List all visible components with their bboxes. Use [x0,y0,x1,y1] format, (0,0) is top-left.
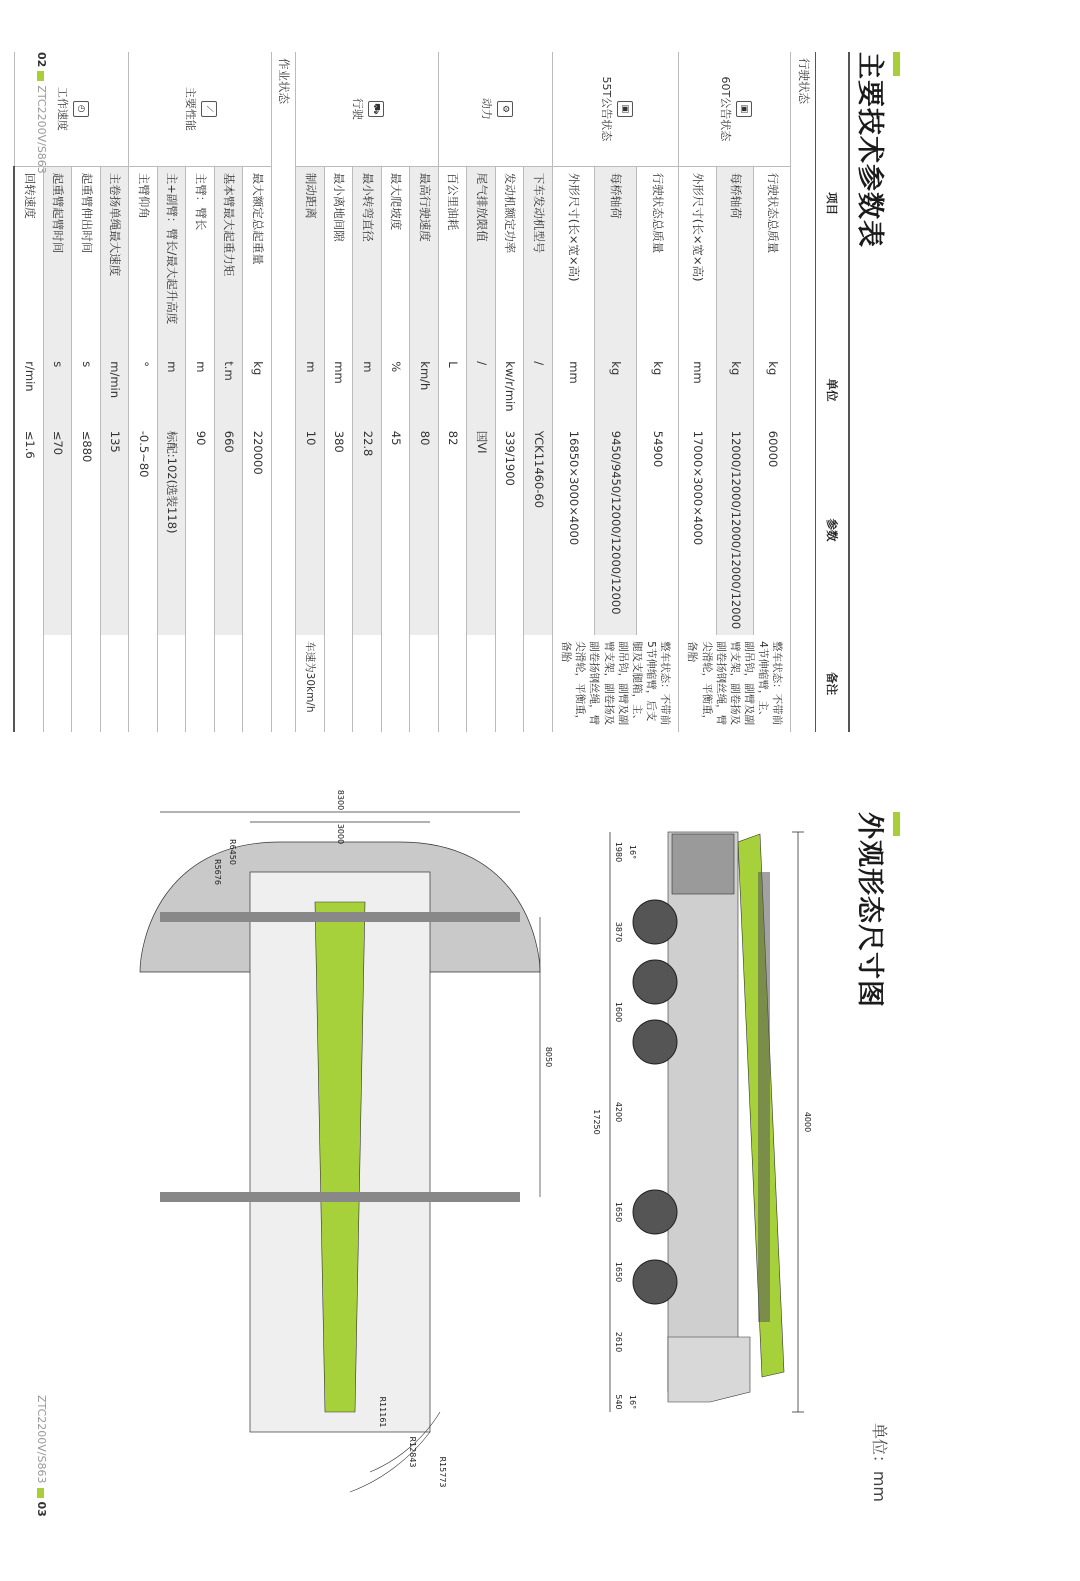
outrigger-beam [160,912,520,922]
table-row [754,52,791,732]
cell-item: 最小离地间隙 [324,166,353,355]
group-operation-state: 作业状态 [271,52,296,732]
table-row [410,52,439,732]
radius-label: R5676 [213,859,222,885]
cab [668,1337,750,1402]
engine-icon: ⚙ [497,101,513,117]
group-main-perf [129,52,272,166]
footer-accent [38,1488,45,1498]
radius-label: R15773 [438,1456,447,1488]
cell-value: 135 [100,425,129,635]
group-55t-label: 55T公告状态 [600,76,614,142]
dim-track-width: 3000 [336,823,345,845]
dim-outrigger-width: 8300 [336,789,345,811]
cell-remark [129,635,158,732]
angle-rear: 16° [628,1394,637,1410]
cell-remark [495,635,524,732]
cell-item: 发动机额定功率 [495,166,524,355]
group-60t [679,52,791,166]
table-row [100,52,129,732]
cell-value: 82 [438,425,467,635]
group-55t [552,52,678,166]
crane-icon: ⟋ [201,101,217,117]
wheel [633,1190,677,1234]
cell-value: 9450/9450/12000/12000/12000 [595,425,637,635]
counterweight [672,834,734,894]
truck-icon: ▣ [736,101,752,117]
header-remark: 备注 [816,635,850,732]
dim-segment: 1650 [614,1201,623,1223]
cell-remark [214,635,243,732]
group-travel-state: 行驶状态 [791,52,816,732]
cell-item: 最小转弯直径 [353,166,382,355]
cell-remark [157,635,186,732]
cell-unit: kg [716,355,753,424]
cell-unit: m [353,355,382,424]
cell-item: 尾气排放限值 [467,166,496,355]
radius-label: R11161 [378,1396,387,1428]
cell-unit: kg [754,355,791,424]
cell-item: 主卷扬单绳最大速度 [100,166,129,355]
cell-remark [100,635,129,732]
title-accent-bar [893,52,900,76]
outrigger-beam [160,1192,520,1202]
dim-segment: 2610 [614,1331,623,1353]
cell-remark: 车速为30km/h [296,635,325,732]
group-60t-label: 60T公告状态 [719,76,733,142]
cell-item: 最大额定总起重量 [243,166,272,355]
cell-remark [72,635,101,732]
cell-item: 主+副臂：臂长/最大起升高度 [157,166,186,355]
cell-value: 339/1900 [495,425,524,635]
group-driving [296,52,439,166]
header-value: 参数 [816,425,850,635]
cell-item: 最高行驶速度 [410,166,439,355]
cell-item: 制动距离 [296,166,325,355]
cell-remark [524,635,553,732]
group-work-speed [14,52,129,166]
cell-value: 54900 [637,425,679,635]
cell-item: 起重臂伸出时间 [72,166,101,355]
cell-unit: L [438,355,467,424]
cell-value: YCK11460-60 [524,425,553,635]
cell-value: 660 [214,425,243,635]
cell-value: 10 [296,425,325,635]
cell-remark [353,635,382,732]
cell-remark [324,635,353,732]
footer-right [35,1395,48,1517]
header-item: 项目 [816,52,850,355]
cell-item: 基本臂最大起重力矩 [214,166,243,355]
cell-item: 主臂仰角 [129,166,158,355]
cell-unit: r/min [14,355,43,424]
cell-unit: mm [552,355,594,424]
cell-remark [186,635,215,732]
cell-value: 17000×3000×4000 [679,425,716,635]
cell-item: 回转速度 [14,166,43,355]
cell-unit: / [467,355,496,424]
model-name: ZTC2200V/S863 [35,1395,48,1484]
group-row-travel [791,52,816,732]
cell-unit: kg [595,355,637,424]
cell-unit: ° [129,355,158,424]
cell-remark [14,635,43,732]
cell-item: 外形尺寸(长×宽×高) [679,166,716,355]
radius-label: R12843 [408,1436,417,1468]
cell-remark [43,635,72,732]
header-unit: 单位 [816,355,850,424]
cell-value: 22.8 [353,425,382,635]
speed-icon: ◴ [73,101,89,117]
group-work-speed-label: 工作速度 [55,86,69,131]
cell-value: 60000 [754,425,791,635]
cell-value: 标配:102(选装118) [157,425,186,635]
cell-remark [467,635,496,732]
cell-unit: m [186,355,215,424]
cell-item: 每桥轴荷 [595,166,637,355]
wheel [633,960,677,1004]
truck-icon: ▣ [617,101,633,117]
dimension-section [115,789,900,1502]
carrier-body [668,832,738,1392]
cell-unit: s [43,355,72,424]
footer-accent [38,71,45,81]
wheel [633,900,677,944]
spec-title: 主要技术参数表 [854,52,885,248]
wheel [633,1260,677,1304]
cell-value: 90 [186,425,215,635]
radius-label: R6450 [228,839,237,865]
footer-left [35,52,48,174]
cell-remark [381,635,410,732]
road-icon: ⛟ [368,101,384,117]
cell-item: 外形尺寸(长×宽×高) [552,166,594,355]
cell-value: -0.5~80 [129,425,158,635]
page-number: 02 [35,52,48,68]
cell-unit: % [381,355,410,424]
cell-value: 380 [324,425,353,635]
cell-value: 12000/12000/12000/12000/12000 [716,425,753,635]
group-row-operation [271,52,296,732]
cell-item: 最大爬坡度 [381,166,410,355]
dim-segment: 3870 [614,921,623,943]
cell-item: 主臂：臂长 [186,166,215,355]
cell-unit: / [524,355,553,424]
cell-item: 百公里油耗 [438,166,467,355]
cell-unit: kw/r/min [495,355,524,424]
cell-unit: m [296,355,325,424]
group-power [438,52,552,166]
cell-item: 下车发动机型号 [524,166,553,355]
dim-overall-length: 17250 [592,1109,601,1135]
cell-value: 国VI [467,425,496,635]
cell-unit: s [72,355,101,424]
spec-header-row [816,52,850,732]
dim-segment: 540 [614,1394,623,1410]
title-accent-bar [893,812,900,836]
cell-unit: kg [637,355,679,424]
dim-segment: 4200 [614,1101,623,1123]
dim-title: 外观形态尺寸图 [854,812,885,1008]
cell-item: 每桥轴荷 [716,166,753,355]
angle-front: 16° [628,844,637,860]
table-row [637,52,679,732]
cell-item: 行驶状态总质量 [754,166,791,355]
cell-value: 45 [381,425,410,635]
cell-item: 行驶状态总质量 [637,166,679,355]
group-main-perf-label: 主要性能 [184,86,198,131]
cell-unit: kg [243,355,272,424]
boom-inner [758,872,770,1322]
crane-top-view [120,789,560,1502]
table-row [524,52,553,732]
group-driving-label: 行驶 [351,97,365,120]
dim-overall-height: 4000 [803,1111,812,1133]
page-number: 03 [35,1501,48,1517]
cell-value: ≤1.6 [14,425,43,635]
crane-side-view [580,812,820,1502]
cell-value: 16850×3000×4000 [552,425,594,635]
cell-unit: t.m [214,355,243,424]
cell-value: ≤880 [72,425,101,635]
wheel [633,1020,677,1064]
spec-table [13,52,850,732]
cell-unit: m [157,355,186,424]
cell-item: 起重臂起臂时间 [43,166,72,355]
dim-outrigger-span: 8050 [544,1046,553,1068]
cell-remark [438,635,467,732]
cell-unit: m/min [100,355,129,424]
cell-unit: mm [679,355,716,424]
cell-remark: 整车状态：不带前5节伸缩臂，后支腿及支腿箱，主、副吊钩，副臂及副臂支架，副卷扬及副卷扬钢丝绳，臂尖滑轮，平衡重，备胎 [552,635,678,732]
cell-value: ≤70 [43,425,72,635]
group-power-label: 动力 [479,97,493,120]
cell-remark [243,635,272,732]
unit-note: 单位：mm [870,1422,889,1502]
cell-remark: 整车状态：不带前4节伸缩臂，主、副吊钩，副臂及副臂支架，副卷扬及副卷扬钢丝绳，臂尖滑轮，平衡重，备胎 [679,635,791,732]
cell-remark [410,635,439,732]
model-name: ZTC2200V/S863 [35,85,48,174]
table-row [243,52,272,732]
dim-segment: 1650 [614,1261,623,1283]
cell-unit: mm [324,355,353,424]
dim-segment: 1600 [614,1001,623,1023]
cell-value: 220000 [243,425,272,635]
cell-value: 80 [410,425,439,635]
cell-unit: km/h [410,355,439,424]
dim-segment: 1980 [614,841,623,863]
